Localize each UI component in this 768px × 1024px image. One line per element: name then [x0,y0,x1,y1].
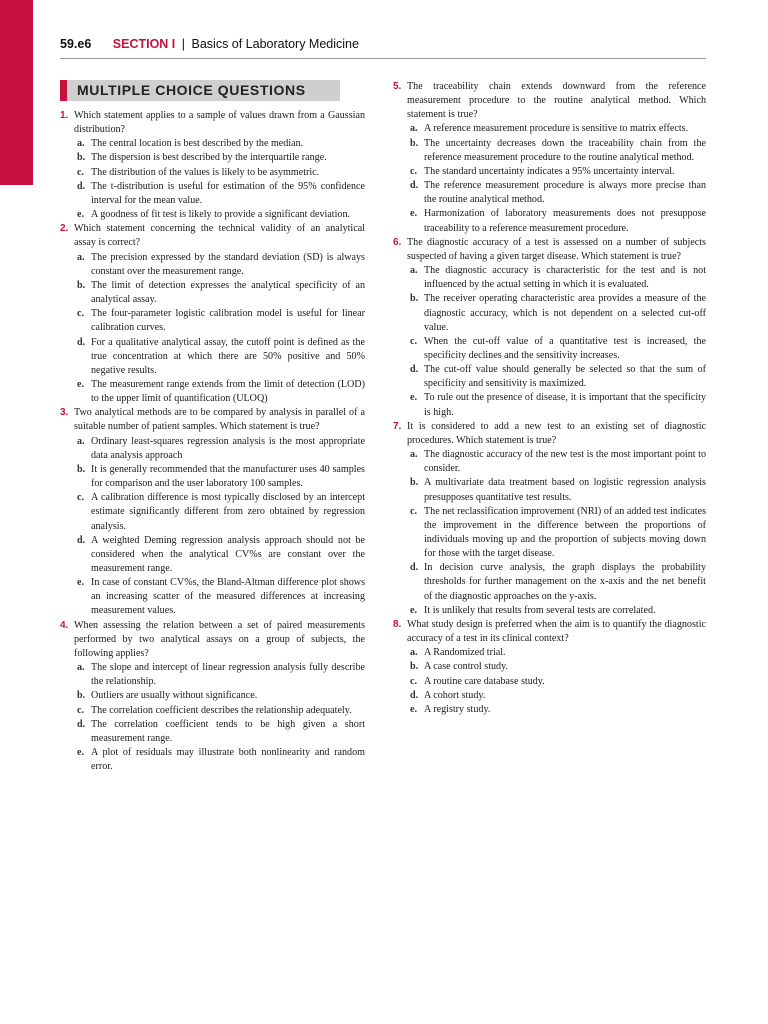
option-letter: e. [77,577,85,589]
option-letter: e. [77,747,85,759]
answer-option [407,207,706,235]
option-letter: a. [410,265,418,277]
option-text: A weighted Deming regression analysis approach should not be considered when the analytical CV%s are constant over the measurement range. [91,534,365,574]
question-number: 7. [393,420,402,432]
option-text: The cut-off value should generally be selected so that the sum of specificity and sensitivity is maximized. [424,364,706,390]
question-4 [60,619,365,775]
option-text: The distribution of the values is likely to be asymmetric. [91,166,320,178]
answer-option [74,251,365,279]
option-text: The four-parameter logistic calibration model is useful for linear calibration curves. [91,308,365,334]
option-text: The central location is best described by the median. [91,138,304,150]
answer-option [74,491,365,533]
option-text: The dispersion is best described by the interquartile range. [91,152,327,164]
answer-option [407,363,706,391]
question-stem: Which statement applies to a sample of values drawn from a Gaussian distribution? [74,110,365,136]
option-list [74,251,365,407]
option-letter: a. [410,123,418,135]
option-letter: b. [77,690,86,702]
option-list [407,122,706,235]
option-letter: c. [410,335,418,347]
answer-option [74,208,365,222]
option-text: The precision expressed by the standard deviation (SD) is always constant over the measurement range. [91,251,365,277]
option-letter: c. [410,505,418,517]
question-stem: When assessing the relation between a set of paired measurements performed by two analytical assays on a group of subjects, the following applies? [74,619,365,659]
answer-option [74,576,365,618]
option-letter: d. [77,180,86,192]
option-text: The diagnostic accuracy is characteristic for the test and is not influenced by the actual setting in which it is evaluated. [424,265,706,291]
option-letter: c. [77,308,85,320]
left-question-list [60,109,365,774]
question-6 [393,236,706,420]
option-letter: a. [77,251,85,263]
mcq-heading: MULTIPLE CHOICE QUESTIONS [60,80,340,101]
section-title: Basics of Laboratory Medicine [191,37,359,51]
option-letter: c. [410,675,418,687]
answer-option [74,336,365,378]
page-header [60,37,359,51]
answer-option [74,378,365,406]
option-letter: b. [77,279,86,291]
option-letter: e. [77,378,85,390]
option-text: It is unlikely that results from several tests are correlated. [424,604,656,616]
option-letter: d. [77,534,86,546]
option-letter: c. [77,166,85,178]
answer-option [407,505,706,562]
question-8 [393,618,706,717]
option-text: Ordinary least-squares regression analysis is the most appropriate data analysis approach [91,435,365,461]
answer-option [407,604,706,618]
answer-option [74,166,365,180]
question-stem: Two analytical methods are to be compared by analysis in parallel of a suitable number of patient samples. Which statement is true? [74,407,365,433]
question-number: 5. [393,81,402,92]
answer-option [74,463,365,491]
option-text: It is generally recommended that the manufacturer uses 40 samples for comparison and the user laboratory 100 samples. [91,463,365,490]
question-stem: It is considered to add a new test to an existing set of diagnostic procedures. Which statement is true? [407,420,706,446]
option-text: A multivariate data treatment based on logistic regression analysis presupposes quantitative test results. [424,477,706,503]
answer-option [407,179,706,207]
option-text: Harmonization of laboratory measurements does not presuppose traceability to a reference measurement procedure. [424,208,706,234]
question-number: 2. [60,223,69,235]
answer-option [407,264,706,292]
option-text: The uncertainty decreases down the traceability chain from the reference measurement procedure to the routine analytical method. [424,137,706,163]
option-text: The standard uncertainty indicates a 95% uncertainty interval. [424,165,675,177]
option-letter: b. [77,463,86,475]
option-text: A plot of residuals may illustrate both nonlinearity and random error. [91,747,365,773]
answer-option [407,675,706,689]
option-text: A routine care database study. [424,675,545,687]
question-number: 4. [60,619,69,631]
option-text: Outliers are usually without significance. [91,690,258,702]
option-text: The diagnostic accuracy of the new test is the most important point to consider. [424,449,706,475]
option-letter: d. [410,364,419,376]
answer-option [74,534,365,576]
answer-option [407,703,706,717]
answer-option [407,292,706,334]
question-number: 6. [393,236,402,248]
answer-option [407,391,706,419]
answer-option [74,180,365,208]
option-text: The receiver operating characteristic area provides a measure of the diagnostic accuracy, which is not dependent on a selected cut-off value. [424,293,706,333]
question-1 [60,109,365,222]
option-letter: a. [77,662,85,674]
option-text: The reference measurement procedure is always more precise than the routine analytical method. [424,180,706,206]
answer-option [74,661,365,689]
option-text: The slope and intercept of linear regression analysis fully describe the relationship. [91,662,365,688]
answer-option [74,435,365,463]
question-5 [393,80,706,236]
option-text: In case of constant CV%s, the Bland-Altman difference plot shows an increasing scatter of the measured differences at increasing measurement values. [91,577,365,617]
answer-option [74,704,365,718]
option-text: A case control study. [424,661,509,673]
header-rule [60,58,706,59]
option-list [74,435,365,619]
option-letter: a. [77,138,85,150]
option-list [74,137,365,222]
option-text: A cohort study. [424,689,486,701]
question-number: 3. [60,407,69,419]
option-letter: d. [410,689,419,701]
option-letter: d. [410,562,419,574]
section-label: SECTION I [112,37,176,51]
option-letter: c. [77,492,85,504]
option-text: The correlation coefficient describes the relationship adequately. [91,704,352,716]
question-stem: Which statement concerning the technical validity of an analytical assay is correct? [74,223,365,249]
option-letter: e. [410,208,418,220]
answer-option [407,476,706,504]
answer-option [407,137,706,165]
answer-option [407,448,706,476]
option-text: The net reclassification improvement (NRI) of an added test indicates the improvement in the difference between the proportions of individuals moving up and the proportion of subjects moving down for those with the target disease. [424,505,706,560]
option-letter: a. [410,449,418,461]
answer-option [74,746,365,774]
option-letter: a. [77,435,85,447]
section-color-tab [0,0,33,185]
header-separator: | [181,37,186,51]
option-text: The t-distribution is useful for estimation of the 95% confidence interval for the mean value. [91,180,365,206]
option-letter: d. [77,336,86,348]
answer-option [407,689,706,703]
option-letter: b. [77,152,86,164]
option-text: In decision curve analysis, the graph displays the probability thresholds for further management on the x-axis and the net benefit of the diagnostic approaches on the y-axis. [424,562,706,602]
answer-option [407,165,706,179]
option-text: To rule out the presence of disease, it is important that the specificity is high. [424,392,706,418]
right-column [393,80,706,717]
question-stem: What study design is preferred when the aim is to quantify the diagnostic accuracy of a test in its clinical context? [407,618,706,645]
right-question-list [393,80,706,717]
answer-option [74,689,365,703]
option-text: The correlation coefficient tends to be high given a short measurement range. [91,718,365,744]
page-number: 59.e6 [60,37,92,51]
option-list [407,264,706,420]
option-text: A Randomized trial. [424,647,506,659]
option-text: A registry study. [424,703,491,715]
option-letter: c. [77,704,85,716]
option-letter: d. [77,718,86,730]
option-list [407,646,706,717]
option-letter: c. [410,165,418,177]
question-2 [60,222,365,406]
option-letter: e. [77,209,85,221]
option-list [74,661,365,774]
question-number: 1. [60,110,69,121]
left-column [60,80,365,774]
answer-option [74,307,365,335]
answer-option [74,151,365,165]
option-text: For a qualitative analytical assay, the cutoff point is defined as the true concentration at which there are 50% positive and 50% negative results. [91,336,365,376]
option-text: When the cut-off value of a quantitative test is increased, the specificity declines and the sensitivity increases. [424,335,706,361]
option-text: The measurement range extends from the limit of detection (LOD) to the upper limit of quantification (ULOQ) [91,378,365,405]
question-stem: The traceability chain extends downward from the reference measurement procedure to the routine analytical method. Which statement is true? [407,81,706,121]
answer-option [407,335,706,363]
question-stem: The diagnostic accuracy of a test is assessed on a number of subjects suspected of having a given target disease. Which statement is true? [407,236,706,262]
option-list [407,448,706,618]
answer-option [407,561,706,603]
answer-option [407,646,706,660]
answer-option [407,660,706,674]
option-text: The limit of detection expresses the analytical specificity of an analytical assay. [91,279,365,306]
option-letter: a. [410,647,418,659]
option-text: A calibration difference is most typically disclosed by an intercept estimate significantly different from zero obtained by regression analysis. [91,492,365,532]
answer-option [74,279,365,307]
question-7 [393,420,706,618]
option-letter: e. [410,703,418,715]
answer-option [407,122,706,136]
question-number: 8. [393,618,402,630]
option-letter: b. [410,661,419,673]
option-letter: e. [410,392,418,404]
question-3 [60,406,365,618]
option-text: A goodness of fit test is likely to provide a significant deviation. [91,209,351,221]
answer-option [74,718,365,746]
option-text: A reference measurement procedure is sensitive to matrix effects. [424,123,689,135]
option-letter: b. [410,477,419,489]
option-letter: b. [410,293,419,305]
option-letter: d. [410,180,419,192]
option-letter: e. [410,604,418,616]
answer-option [74,137,365,151]
option-letter: b. [410,137,419,149]
